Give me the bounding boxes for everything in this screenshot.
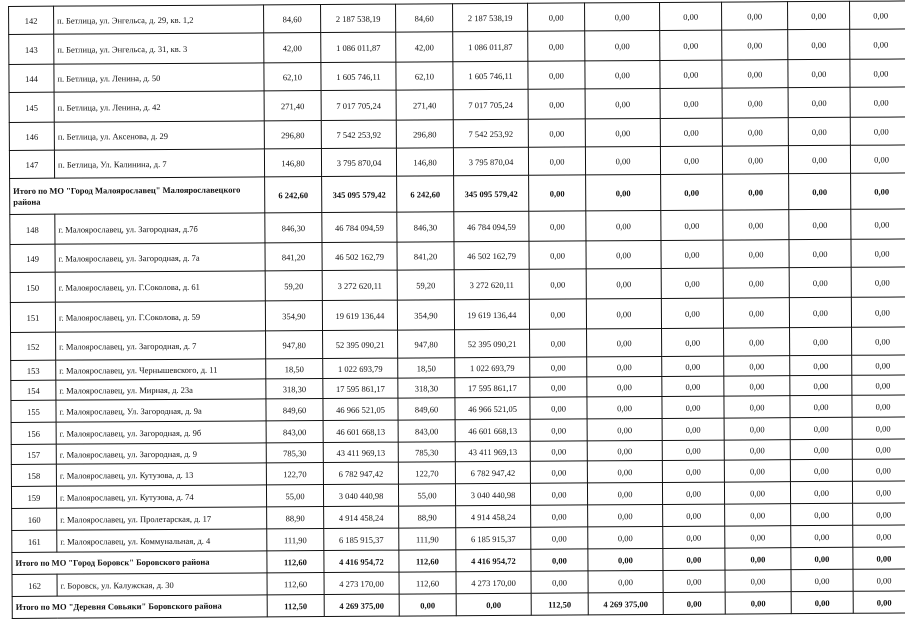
value-cell: 62,10 [396,62,453,90]
value-cell: 0,00 [531,527,588,549]
value-cell: 0,00 [722,30,788,60]
value-cell: 43 411 969,13 [455,441,530,461]
value-cell: 0,00 [788,87,850,117]
value-cell: 0,00 [850,145,905,173]
value-cell: 46 784 094,59 [454,211,529,241]
value-cell: 0,00 [662,356,724,376]
value-cell: 7 542 253,92 [321,120,396,148]
value-cell: 0,00 [722,118,788,146]
value-cell: 0,00 [456,593,531,615]
address-cell: п. Бетлица, ул. Аксенова, д. 29 [54,121,264,150]
value-cell: 0,00 [790,395,852,417]
value-cell: 122,70 [398,462,455,484]
value-cell: 7 017 705,24 [453,89,528,119]
address-cell: п. Бетлица, ул. Энгельса, д. 29, кв. 1,2 [54,5,264,34]
value-cell: 296,80 [396,120,453,148]
row-number: 143 [9,34,54,64]
value-cell: 0,00 [661,298,723,328]
value-cell: 0,00 [529,269,586,299]
value-cell: 0,00 [528,3,585,31]
value-cell: 6 242,60 [265,177,322,213]
value-cell: 0,00 [725,570,791,592]
table-body [9,1,905,619]
value-cell: 0,00 [851,173,905,209]
address-cell: г. Малоярославец, ул. Кутузова, д. 13 [56,463,266,486]
value-cell: 0,00 [723,298,789,328]
value-cell: 0,00 [722,60,788,88]
value-cell: 0,00 [529,211,586,241]
value-cell: 88,90 [399,506,456,528]
value-cell: 0,00 [528,61,585,89]
value-cell: 0,00 [586,268,661,298]
address-cell: г. Малоярославец, ул. Г.Соколова, д. 61 [55,271,265,302]
value-cell: 4 269 375,00 [324,594,399,616]
value-cell: 112,50 [531,593,588,615]
value-cell: 0,00 [791,569,853,591]
value-cell: 0,00 [790,327,852,355]
address-cell: п. Бетлица, ул. Энгельса, д. 31, кв. 3 [54,33,264,64]
value-cell: 0,00 [660,118,722,146]
value-cell: 0,00 [588,504,663,526]
address-cell: п. Бетлица, ул. Ленина, д. 50 [54,63,264,92]
value-cell: 271,40 [396,90,453,120]
row-number: 149 [10,244,55,272]
value-cell: 0,00 [587,482,662,504]
value-cell: 0,00 [724,460,790,482]
value-cell: 3 040 440,98 [323,484,398,506]
value-cell: 0,00 [790,375,852,395]
value-cell: 296,80 [264,121,321,149]
address-cell: г. Малоярославец, ул. Г.Соколова, д. 59 [55,301,265,332]
value-cell: 0,00 [852,459,905,481]
value-cell: 0,00 [587,418,662,440]
address-cell: г. Боровск, ул. Калужская, д. 30 [57,573,267,596]
value-cell: 0,00 [790,417,852,439]
value-cell: 1 605 746,11 [453,61,528,89]
row-number: 154 [11,380,56,400]
value-cell: 0,00 [585,146,660,174]
value-cell: 0,00 [850,117,905,145]
value-cell: 0,00 [722,146,788,174]
value-cell: 0,00 [790,459,852,481]
value-cell: 17 595 861,17 [455,377,530,397]
value-cell: 0,00 [663,504,725,526]
value-cell: 6 185 915,37 [456,527,531,549]
value-cell: 841,20 [265,243,322,271]
value-cell: 0,00 [529,241,586,269]
address-cell: г. Малоярославец, ул. Загородная, д. 9 [56,443,266,464]
address-cell: г. Малоярославец, ул. Мирная, д. 23а [56,379,266,400]
value-cell: 0,00 [530,483,587,505]
row-number: 157 [11,444,56,464]
value-cell: 55,00 [398,484,455,506]
value-cell: 0,00 [528,119,585,147]
value-cell: 112,60 [399,572,456,594]
value-cell: 19 619 136,44 [322,300,397,330]
value-cell: 0,00 [662,440,724,460]
value-cell: 19 619 136,44 [454,299,529,329]
address-cell: г. Малоярославец, ул. Загородная, д. 7 [56,331,266,360]
value-cell: 354,90 [265,301,322,331]
value-cell: 0,00 [660,30,722,60]
row-number: 152 [11,332,56,360]
value-cell: 0,00 [790,481,852,503]
value-cell: 0,00 [530,419,587,441]
value-cell: 111,90 [267,529,324,551]
value-cell: 52 395 090,21 [455,329,530,357]
row-number: 142 [9,6,54,34]
row-number: 148 [10,214,55,244]
value-cell: 146,80 [264,149,321,177]
row-number: 150 [10,272,55,302]
value-cell: 3 040 440,98 [455,483,530,505]
housing-program-table [8,0,905,619]
value-cell: 0,00 [662,396,724,418]
value-cell: 271,40 [264,91,321,121]
value-cell: 4 273 170,00 [456,571,531,593]
value-cell: 2 187 538,19 [321,4,396,32]
value-cell: 46 601 668,13 [455,419,530,441]
value-cell: 0,00 [790,439,852,459]
value-cell: 52 395 090,21 [323,330,398,358]
value-cell: 55,00 [266,485,323,507]
value-cell: 7 542 253,92 [453,119,528,147]
value-cell: 0,00 [724,482,790,504]
value-cell: 42,00 [264,33,321,63]
value-cell: 0,00 [788,29,850,59]
value-cell: 0,00 [725,592,791,614]
value-cell: 0,00 [660,2,722,30]
value-cell: 0,00 [662,482,724,504]
value-cell: 0,00 [789,267,851,297]
value-cell: 0,00 [587,328,662,356]
value-cell: 46 502 162,79 [454,241,529,269]
subtotal-label: Итого по МО "Город Боровск" Боровского района [12,551,267,575]
value-cell: 0,00 [788,59,850,87]
subtotal-row [12,591,905,619]
value-cell: 0,00 [852,395,905,417]
value-cell: 318,30 [266,379,323,399]
value-cell: 0,00 [530,461,587,483]
row-number: 162 [12,574,57,596]
value-cell: 0,00 [585,60,660,88]
value-cell: 841,20 [397,242,454,270]
value-cell: 112,50 [267,595,324,617]
value-cell: 88,90 [267,507,324,529]
value-cell: 0,00 [723,174,789,210]
value-cell: 0,00 [585,2,660,30]
value-cell: 6 782 947,42 [323,462,398,484]
value-cell: 0,00 [399,594,456,616]
value-cell: 0,00 [662,418,724,440]
value-cell: 0,00 [852,355,905,375]
value-cell: 846,30 [397,212,454,242]
address-cell: г. Малоярославец, ул. Чернышевского, д. 11 [56,359,266,380]
value-cell: 0,00 [663,526,725,548]
value-cell: 0,00 [724,440,790,460]
value-cell: 0,00 [586,210,661,240]
value-cell: 0,00 [531,549,588,571]
value-cell: 0,00 [530,441,587,461]
value-cell: 0,00 [724,376,790,396]
value-cell: 0,00 [661,240,723,268]
subtotal-label: Итого по МО "Деревня Совьяки" Боровского района [12,595,267,619]
value-cell: 0,00 [853,569,905,591]
value-cell: 0,00 [585,30,660,60]
value-cell: 4 416 954,72 [456,549,531,571]
value-cell: 0,00 [789,173,851,209]
value-cell: 0,00 [586,174,661,210]
value-cell: 0,00 [530,329,587,357]
value-cell: 0,00 [790,355,852,375]
address-cell: п. Бетлица, Ул. Калинина, д. 7 [54,149,264,178]
value-cell: 0,00 [791,547,853,569]
address-cell: г. Малоярославец, ул. Загородная, д. 7а [55,243,265,272]
value-cell: 0,00 [722,2,788,30]
value-cell: 2 187 538,19 [453,3,528,31]
value-cell: 0,00 [789,209,851,239]
value-cell: 0,00 [850,1,905,29]
value-cell: 62,10 [264,63,321,91]
value-cell: 0,00 [660,88,722,118]
value-cell: 0,00 [789,297,851,327]
value-cell: 7 017 705,24 [321,90,396,120]
value-cell: 0,00 [661,210,723,240]
value-cell: 846,30 [265,213,322,243]
value-cell: 46 966 521,05 [323,398,398,420]
value-cell: 0,00 [723,268,789,298]
value-cell: 0,00 [724,356,790,376]
value-cell: 0,00 [587,356,662,376]
value-cell: 111,90 [399,528,456,550]
value-cell: 1 022 693,79 [455,357,530,377]
value-cell: 0,00 [661,268,723,298]
value-cell: 849,60 [266,399,323,421]
value-cell: 0,00 [588,526,663,548]
value-cell: 122,70 [266,463,323,485]
value-cell: 947,80 [266,331,323,359]
subtotal-label: Итого по МО "Город Малоярославец" Малоярославецкого района [10,177,265,215]
row-number: 147 [9,150,54,178]
value-cell: 0,00 [529,299,586,329]
value-cell: 0,00 [661,174,723,210]
value-cell: 0,00 [852,375,905,395]
value-cell: 0,00 [851,209,905,239]
value-cell: 1 022 693,79 [323,358,398,378]
value-cell: 4 273 170,00 [324,572,399,594]
value-cell: 0,00 [588,548,663,570]
value-cell: 46 502 162,79 [322,242,397,270]
value-cell: 0,00 [662,376,724,396]
value-cell: 0,00 [853,591,905,613]
value-cell: 3 795 870,04 [321,148,396,176]
value-cell: 4 416 954,72 [324,550,399,572]
value-cell: 17 595 861,17 [323,378,398,398]
value-cell: 84,60 [264,5,321,33]
value-cell: 0,00 [587,376,662,396]
value-cell: 0,00 [852,481,905,503]
value-cell: 0,00 [852,417,905,439]
row-number: 161 [12,530,57,552]
value-cell: 0,00 [788,1,850,29]
value-cell: 947,80 [398,330,455,358]
value-cell: 0,00 [660,146,722,174]
value-cell: 0,00 [529,175,586,211]
value-cell: 4 269 375,00 [588,592,663,614]
value-cell: 0,00 [724,396,790,418]
value-cell: 354,90 [397,300,454,330]
address-cell: г. Малоярославец, ул. Загородная, д. 9б [56,421,266,444]
value-cell: 0,00 [852,327,905,355]
row-number: 151 [10,302,55,332]
value-cell: 0,00 [531,505,588,527]
value-cell: 46 966 521,05 [455,397,530,419]
value-cell: 0,00 [852,439,905,459]
value-cell: 0,00 [531,571,588,593]
value-cell: 0,00 [853,547,905,569]
value-cell: 3 795 870,04 [453,147,528,175]
value-cell: 0,00 [530,397,587,419]
value-cell: 0,00 [853,525,905,547]
value-cell: 3 272 620,11 [322,270,397,300]
value-cell: 0,00 [585,88,660,118]
address-cell: г. Малоярославец, ул. Загородная, д.7б [55,213,265,244]
value-cell: 84,60 [396,4,453,32]
value-cell: 0,00 [660,60,722,88]
value-cell: 0,00 [528,89,585,119]
value-cell: 0,00 [725,526,791,548]
value-cell: 1 605 746,11 [321,62,396,90]
value-cell: 0,00 [791,591,853,613]
row-number: 156 [11,422,56,444]
value-cell: 345 095 579,42 [322,176,397,212]
value-cell: 0,00 [791,503,853,525]
address-cell: г. Малоярославец, ул. Пролетарская, д. 17 [57,507,267,530]
value-cell: 0,00 [788,145,850,173]
value-cell: 1 086 011,87 [453,31,528,61]
value-cell: 0,00 [528,31,585,61]
value-cell: 0,00 [725,548,791,570]
row-number: 158 [11,464,56,486]
row-number: 160 [12,508,57,530]
value-cell: 0,00 [850,87,905,117]
subtotal-row [10,173,905,215]
value-cell: 843,00 [266,421,323,443]
value-cell: 46 784 094,59 [322,212,397,242]
value-cell: 112,60 [267,551,324,573]
value-cell: 0,00 [724,328,790,356]
value-cell: 785,30 [398,442,455,462]
value-cell: 0,00 [789,239,851,267]
value-cell: 43 411 969,13 [323,442,398,462]
value-cell: 0,00 [663,592,725,614]
value-cell: 0,00 [587,460,662,482]
row-number: 159 [11,486,56,508]
value-cell: 18,50 [398,358,455,378]
value-cell: 0,00 [528,147,585,175]
value-cell: 0,00 [851,239,905,267]
address-cell: г. Малоярославец, ул. Коммунальная, д. 4 [57,529,267,552]
row-number: 155 [11,400,56,422]
value-cell: 0,00 [662,328,724,356]
value-cell: 0,00 [588,570,663,592]
value-cell: 42,00 [396,32,453,62]
value-cell: 0,00 [662,460,724,482]
value-cell: 0,00 [663,548,725,570]
value-cell: 785,30 [266,443,323,463]
value-cell: 0,00 [722,88,788,118]
address-cell: п. Бетлица, ул. Ленина, д. 42 [54,91,264,122]
value-cell: 1 086 011,87 [321,32,396,62]
value-cell: 59,20 [265,271,322,301]
address-cell: г. Малоярославец, Ул. Загородная, д. 9а [56,399,266,422]
value-cell: 0,00 [853,503,905,525]
value-cell: 3 272 620,11 [454,269,529,299]
row-number: 146 [9,122,54,150]
value-cell: 0,00 [850,59,905,87]
address-cell: г. Малоярославец, ул. Кутузова, д. 74 [56,485,266,508]
value-cell: 0,00 [851,297,905,327]
value-cell: 59,20 [397,270,454,300]
value-cell: 849,60 [398,398,455,420]
value-cell: 0,00 [663,570,725,592]
value-cell: 0,00 [586,240,661,268]
value-cell: 0,00 [723,240,789,268]
value-cell: 6 782 947,42 [455,461,530,483]
row-number: 153 [11,360,56,380]
value-cell: 112,60 [267,573,324,595]
value-cell: 318,30 [398,378,455,398]
value-cell: 112,60 [399,550,456,572]
value-cell: 0,00 [791,525,853,547]
value-cell: 0,00 [585,118,660,146]
value-cell: 46 601 668,13 [323,420,398,442]
value-cell: 6 185 915,37 [324,528,399,550]
value-cell: 0,00 [850,29,905,59]
value-cell: 18,50 [266,359,323,379]
value-cell: 0,00 [530,377,587,397]
value-cell: 0,00 [724,418,790,440]
value-cell: 0,00 [587,440,662,460]
row-number: 144 [9,64,54,92]
value-cell: 146,80 [396,148,453,176]
value-cell: 6 242,60 [397,176,454,212]
value-cell: 0,00 [587,396,662,418]
value-cell: 0,00 [723,210,789,240]
value-cell: 0,00 [851,267,905,297]
row-number: 145 [9,92,54,122]
value-cell: 0,00 [586,298,661,328]
value-cell: 0,00 [788,117,850,145]
value-cell: 345 095 579,42 [454,175,529,211]
value-cell: 843,00 [398,420,455,442]
value-cell: 0,00 [725,504,791,526]
value-cell: 0,00 [530,357,587,377]
value-cell: 4 914 458,24 [456,505,531,527]
value-cell: 4 914 458,24 [324,506,399,528]
